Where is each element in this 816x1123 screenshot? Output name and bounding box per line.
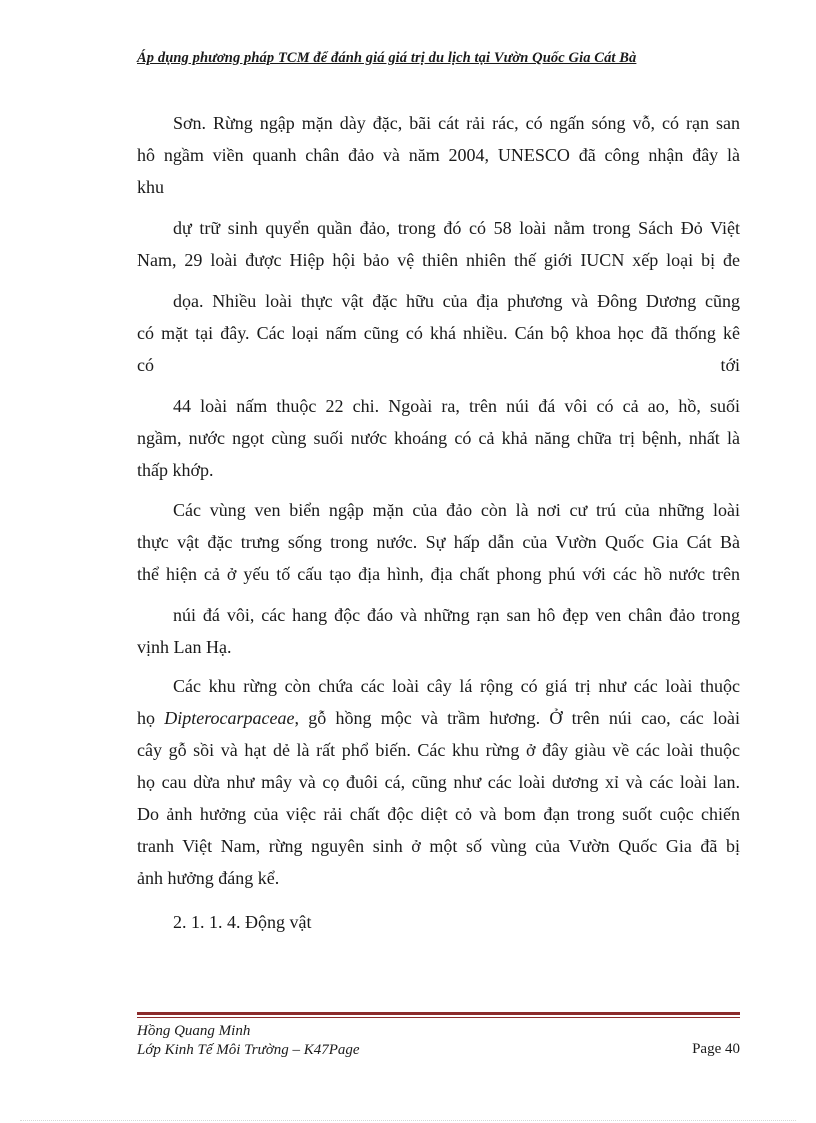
paragraph-line: 44 loài nấm thuộc 22 chi. Ngoài ra, trên núi đá vôi có cả ao, hồ, suối [173,396,740,416]
scientific-name: Dipterocarpaceae [164,708,295,728]
paragraph-line: Sơn. Rừng ngập mặn dày đặc, bãi cát rải rác, có ngấn sóng vỗ, có rạn san [173,113,740,133]
paragraph-line: ngầm, nước ngọt cùng suối nước khoáng có cả khả năng chữa trị bệnh, nhất là [137,428,740,448]
text-run: , gỗ hồng mộc và trầm hương. Ở trên núi cao, các loài [294,708,740,728]
page-edge-divider [20,1120,796,1121]
paragraph-line: thực vật đặc trưng sống trong nước. Sự hấp dẫn của Vườn Quốc Gia Cát Bà [137,532,740,552]
paragraph-line [137,702,740,734]
paragraph-line [137,349,740,381]
paragraph-line: ảnh hưởng đáng kể. [137,868,280,888]
paragraph-line: vịnh Lan Hạ. [137,637,232,657]
paragraph-line: núi đá vôi, các hang độc đáo và những rạn san hô đẹp ven chân đảo trong [173,605,740,625]
paragraph-line: dọa. Nhiều loài thực vật đặc hữu của địa phương và Đông Dương cũng [173,291,740,311]
paragraph-line: thấp khớp. [137,460,214,480]
paragraph-line: cây gỗ sồi và hạt dẻ là rất phổ biến. Các khu rừng ở đây giàu về các loài thuộc [137,740,740,760]
paragraph-line: dự trữ sinh quyển quần đảo, trong đó có 58 loài nằm trong Sách Đỏ Việt [173,218,740,238]
paragraph-line: Nam, 29 loài được Hiệp hội bảo vệ thiên nhiên thế giới IUCN xếp loại bị đe [137,250,740,270]
page-number: Page 40 [692,1041,740,1057]
text-run: họ [137,708,165,728]
paragraph-line: có mặt tại đây. Các loại nấm cũng có khá nhiều. Cán bộ khoa học đã thống kê [137,323,740,343]
paragraph-line: thể hiện cả ở yếu tố cấu tạo địa hình, địa chất phong phú với các hồ nước trên [137,564,740,584]
footer-class: Lớp Kinh Tế Môi Trường – K47Page [137,1042,360,1058]
word: tới [720,355,740,375]
paragraph-line: Các vùng ven biển ngập mặn của đảo còn là nơi cư trú của những loài [173,500,740,520]
paragraph-line: hô ngầm viền quanh chân đảo và năm 2004, UNESCO đã công nhận đây là [137,145,740,165]
paragraph-line: khu [137,177,164,197]
paragraph-line: Do ảnh hưởng của việc rải chất độc diệt cỏ và bom đạn trong suốt cuộc chiến [137,804,740,824]
word: có [137,355,154,375]
paragraph-line: Các khu rừng còn chứa các loài cây lá rộng có giá trị như các loài thuộc [173,676,740,696]
paragraph-line: tranh Việt Nam, rừng nguyên sinh ở một số vùng của Vườn Quốc Gia đã bị [137,836,740,856]
footer-author: Hồng Quang Minh [137,1023,251,1039]
paragraph-line: họ cau dừa như mây và cọ đuôi cá, cũng như các loài dương xỉ và các loài lan. [137,772,740,792]
footer-rule [137,1012,740,1015]
footer-rule-thin [137,1017,740,1018]
section-heading: 2. 1. 1. 4. Động vật [173,912,312,932]
running-header: Áp dụng phương pháp TCM để đánh giá giá trị du lịch tại Vườn Quốc Gia Cát Bà [137,50,637,66]
